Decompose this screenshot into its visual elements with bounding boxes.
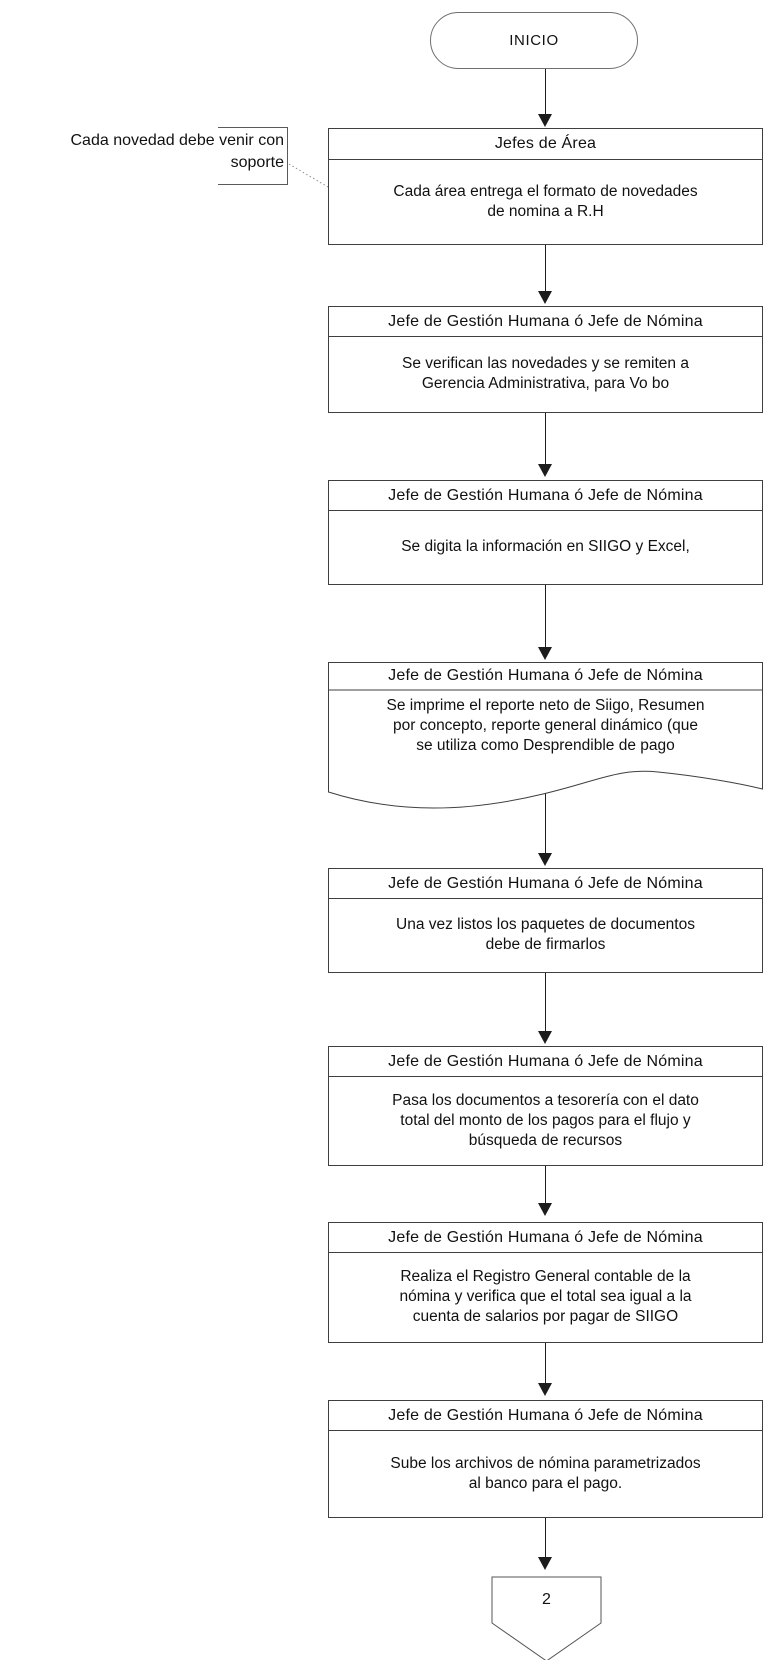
arrow-down-head-icon [538,647,552,660]
flow-step-8-role: Jefe de Gestión Humana ó Jefe de Nómina [329,1401,762,1431]
flow-step-1-action: Cada área entrega el formato de novedades de nomina a R.H [393,182,698,220]
offpage-connector-shape [491,1576,602,1660]
arrow-down-head-icon [538,291,552,304]
arrow-down-head-icon [538,1557,552,1570]
flow-step-8-action: Sube los archivos de nómina parametrizados al banco para el pago. [390,1454,701,1492]
flow-step-8 [328,1400,763,1518]
connector-line [545,413,546,465]
flow-step-6-action: Pasa los documentos a tesorería con el dato total del monto de los pagos para el flujo y búsqueda de recursos [392,1091,699,1149]
arrow-down-head-icon [538,1031,552,1044]
flow-step-7-action: Realiza el Registro General contable de la nómina y verifica que el total sea igual a la cuenta de salarios por pagar de SIIGO [399,1268,692,1325]
connector-line [545,1166,546,1204]
annotation-dotted-connector [288,161,330,189]
flow-step-2-role: Jefe de Gestión Humana ó Jefe de Nómina [329,307,762,337]
flow-step-4-action: Se imprime el reporte neto de Siigo, Resumen por concepto, reporte general dinámico (que se utiliza como Desprendible de pago [386,697,705,754]
annotation-note: Cada novedad debe venir con soporte [70,132,284,171]
flow-step-3-action: Se digita la información en SIIGO y Excel, [401,538,690,555]
connector-line [545,1343,546,1384]
flow-step-2 [328,306,763,413]
arrow-down-head-icon [538,464,552,477]
flow-step-3-role: Jefe de Gestión Humana ó Jefe de Nómina [329,481,762,511]
flow-step-6-role: Jefe de Gestión Humana ó Jefe de Nómina [329,1047,762,1077]
arrow-down-head-icon [538,853,552,866]
offpage-connector-label: 2 [542,1591,551,1608]
flow-step-4-role: Jefe de Gestión Humana ó Jefe de Nómina [388,667,703,684]
flow-step-5 [328,868,763,973]
connector-line [545,973,546,1032]
arrow-down-head-icon [538,1203,552,1216]
flow-step-5-action: Una vez listos los paquetes de documentos debe de firmarlos [396,916,695,953]
flow-step-2-action: Se verifican las novedades y se remiten a Gerencia Administrativa, para Vo bo [402,355,689,392]
connector-line [545,1518,546,1558]
flow-step-7-role: Jefe de Gestión Humana ó Jefe de Nómina [329,1223,762,1253]
flow-step-1-role: Jefes de Área [329,129,762,160]
flow-step-6 [328,1046,763,1166]
arrow-down-head-icon [538,1383,552,1396]
flow-step-5-role: Jefe de Gestión Humana ó Jefe de Nómina [329,869,762,899]
arrow-down-head-icon [538,114,552,127]
flow-step-3 [328,480,763,585]
connector-line [545,245,546,292]
start-terminator-label: INICIO [509,32,559,49]
connector-line [545,69,546,115]
flow-step-1 [328,128,763,245]
connector-line [545,585,546,648]
flow-step-7 [328,1222,763,1343]
annotation-bracket [218,127,288,185]
start-terminator [430,12,638,69]
